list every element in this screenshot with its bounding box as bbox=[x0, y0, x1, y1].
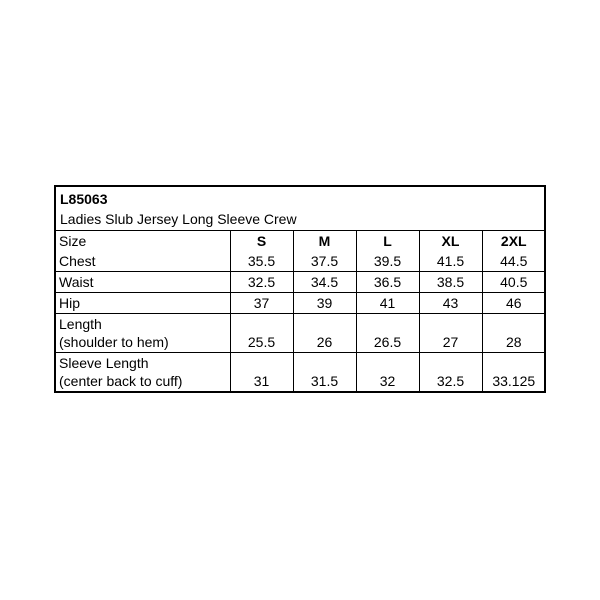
measurement-value: 41 bbox=[356, 293, 419, 314]
size-header: XL bbox=[419, 231, 482, 251]
measurement-label-line: Waist bbox=[59, 274, 94, 290]
measurement-value: 38.5 bbox=[419, 272, 482, 293]
table-row bbox=[56, 353, 545, 392]
size-header: L bbox=[356, 231, 419, 251]
measurement-value: 37.5 bbox=[293, 251, 356, 272]
measurement-value: 36.5 bbox=[356, 272, 419, 293]
size-header-row bbox=[56, 231, 545, 251]
size-header: M bbox=[293, 231, 356, 251]
measurement-value: 40.5 bbox=[482, 272, 545, 293]
size-header: 2XL bbox=[482, 231, 545, 251]
measurement-value: 43 bbox=[419, 293, 482, 314]
measurement-value: 31.5 bbox=[293, 353, 356, 392]
table-row bbox=[56, 293, 545, 314]
table-row bbox=[56, 251, 545, 272]
measurement-label bbox=[56, 251, 230, 272]
measurement-label bbox=[56, 272, 230, 293]
measurement-value: 31 bbox=[230, 353, 293, 392]
size-table bbox=[56, 231, 545, 391]
measurement-label-line: Chest bbox=[59, 253, 96, 269]
measurement-value: 27 bbox=[419, 314, 482, 353]
measurement-value: 32.5 bbox=[230, 272, 293, 293]
measurement-label bbox=[56, 353, 230, 392]
measurement-value: 32.5 bbox=[419, 353, 482, 392]
measurement-value: 46 bbox=[482, 293, 545, 314]
measurement-value: 41.5 bbox=[419, 251, 482, 272]
size-chart bbox=[54, 185, 546, 393]
measurement-value: 25.5 bbox=[230, 314, 293, 353]
measurement-value: 33.125 bbox=[482, 353, 545, 392]
measurement-label-note: (center back to cuff) bbox=[59, 373, 183, 389]
measurement-value: 32 bbox=[356, 353, 419, 392]
measurement-label bbox=[56, 314, 230, 353]
size-chart-header bbox=[56, 187, 544, 231]
measurement-label-line: Length bbox=[59, 316, 102, 332]
table-row bbox=[56, 272, 545, 293]
size-label: Size bbox=[56, 231, 230, 251]
measurement-value: 26 bbox=[293, 314, 356, 353]
measurement-label-line: Hip bbox=[59, 295, 81, 311]
table-row bbox=[56, 314, 545, 353]
style-name: Ladies Slub Jersey Long Sleeve Crew bbox=[60, 211, 297, 227]
measurement-value: 39 bbox=[293, 293, 356, 314]
measurement-value: 34.5 bbox=[293, 272, 356, 293]
measurement-value: 39.5 bbox=[356, 251, 419, 272]
style-code: L85063 bbox=[60, 191, 108, 207]
measurement-value: 35.5 bbox=[230, 251, 293, 272]
measurement-value: 28 bbox=[482, 314, 545, 353]
measurement-label-note: (shoulder to hem) bbox=[59, 334, 169, 350]
size-header: S bbox=[230, 231, 293, 251]
measurement-value: 26.5 bbox=[356, 314, 419, 353]
measurement-label-line: Sleeve Length bbox=[59, 355, 149, 371]
measurement-label bbox=[56, 293, 230, 314]
measurement-value: 44.5 bbox=[482, 251, 545, 272]
measurement-value: 37 bbox=[230, 293, 293, 314]
